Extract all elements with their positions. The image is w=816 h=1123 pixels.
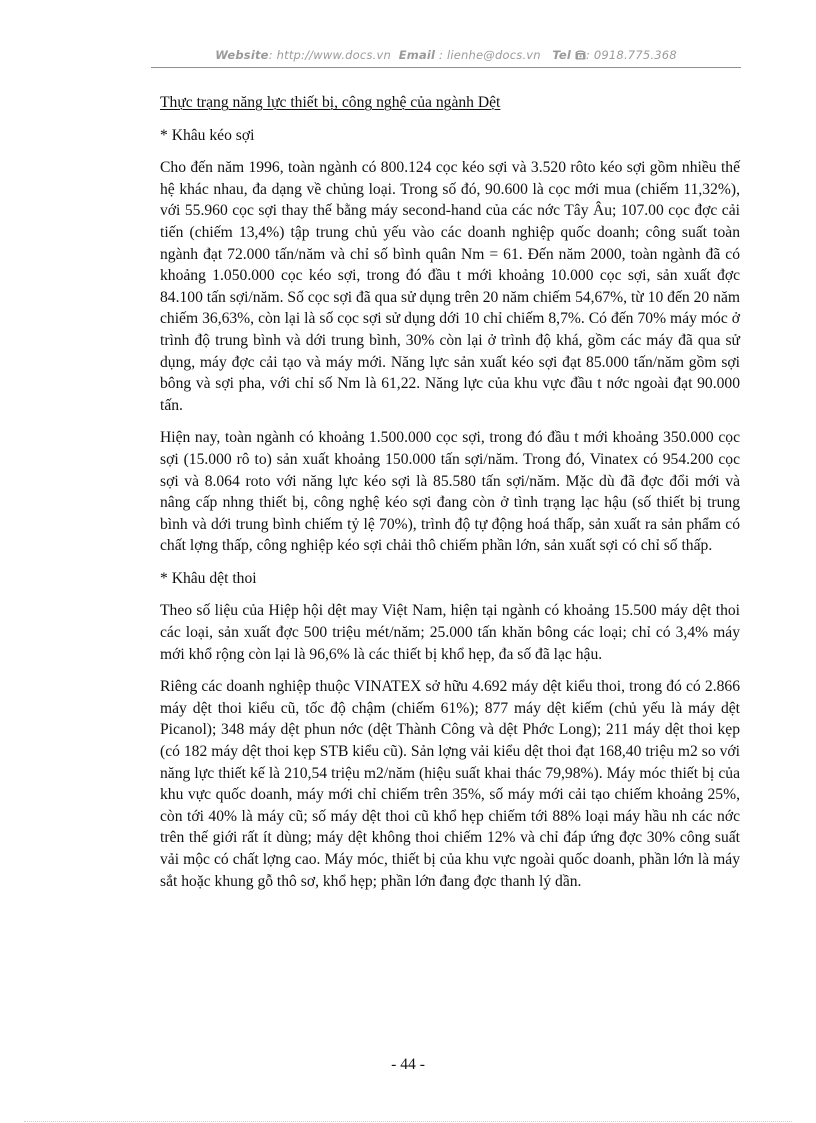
website-label: Website: [215, 48, 269, 62]
page-number: - 44 -: [391, 1056, 425, 1073]
website-value[interactable]: : http://www.docs.vn: [268, 48, 391, 62]
email-value[interactable]: : lienhe@docs.vn: [439, 48, 541, 62]
subheading-spinning: * Khâu kéo sợi: [160, 126, 255, 144]
page-bottom-border: [24, 1121, 792, 1122]
document-body: [160, 92, 740, 903]
subheading-weaving: * Khâu dệt thoi: [160, 569, 257, 587]
phone-icon: [575, 50, 586, 60]
tel-value: : 0918.775.368: [585, 48, 677, 62]
page-header: [151, 48, 741, 62]
paragraph: Riêng các doanh nghiệp thuộc VINATEX sở hữu 4.692 máy dệt kiểu thoi, trong đó có 2.866 máy dệt thoi kiểu cũ, tốc độ chậm (chiếm 61%); 877 máy dệt kiếm (chủ yếu là máy dệt Picanol); 348 máy dệt phun nớc (dệt Thành Công và dệt Phớc Long); 211 máy dệt thoi kẹp (có 182 máy dệt thoi kẹp STB kiểu cũ). Sản lợng vải kiểu dệt thoi đạt 168,40 triệu m2 so với năng lực thiết kế là 210,54 triệu m2/năm (hiệu suất khai thác 79,98%). Máy móc thiết bị của khu vực quốc doanh, máy mới chỉ chiếm trên 35%, số máy mới cải tạo chiếm khoảng 25%, còn tới 40% là máy cũ; số máy dệt thoi cũ khổ hẹp chiếm tới 88% loại máy hầu nh các nớc trên thế giới rất ít dùng; máy dệt không thoi chiếm 12% và chỉ đáp ứng đợc 30% công suất vải mộc có chất lợng cao. Máy móc, thiết bị của khu vực ngoài quốc doanh, phần lớn là máy sắt hoặc khung gỗ thô sơ, khổ hẹp; phần lớn đang đợc thanh lý dần.: [160, 678, 740, 890]
email-label: Email: [398, 48, 436, 62]
section-title: Thực trạng năng lực thiết bị, công nghệ của ngành Dệt: [160, 94, 501, 111]
paragraph: Theo số liệu của Hiệp hội dệt may Việt Nam, hiện tại ngành có khoảng 15.500 máy dệt thoi các loại, sản xuất đợc 500 triệu mét/năm; 25.000 tấn khăn bông các loại; chỉ có 3,4% máy mới khổ rộng còn lại là 96,6% là các thiết bị khổ hẹp, đa số đã lạc hậu.: [160, 602, 740, 663]
paragraph: Cho đến năm 1996, toàn ngành có 800.124 cọc kéo sợi và 3.520 rôto kéo sợi gồm nhiều thế hệ khác nhau, đa dạng về chủng loại. Trong số đó, 90.600 là cọc mới mua (chiếm 11,32%), với 55.960 cọc sợi thay thế bằng máy second-hand của các nớc Tây Âu; 107.00 cọc đợc cải tiến (chiếm 13,4%) tập trung chủ yếu vào các doanh nghiệp quốc doanh; công suất toàn ngành đạt 72.000 tấn/năm và chỉ số bình quân Nm = 61. Đến năm 2000, toàn ngành đã có khoảng 1.050.000 cọc kéo sợi, trong đó đầu t mới khoảng 10.000 cọc sợi, sản xuất đợc 84.100 tấn sợi/năm. Số cọc sợi đã qua sử dụng trên 20 năm chiếm 54,67%, từ 10 đến 20 năm chiếm 36,63%, còn lại là số cọc sợi sử dụng dới 10 chỉ chiếm 8,7%. Có đến 70% máy móc ở trình độ trung bình và dới trung bình, 30% còn lại ở trình độ khá, gồm các máy đã qua sử dụng, máy đợc cải tạo và máy mới. Năng lực sản xuất kéo sợi đạt 85.000 tấn/năm gồm sợi bông và sợi pha, với chỉ số Nm là 61,22. Năng lực của khu vực đầu t nớc ngoài đạt 90.000 tấn.: [160, 159, 740, 414]
header-divider: [151, 67, 741, 68]
paragraph: Hiện nay, toàn ngành có khoảng 1.500.000 cọc sợi, trong đó đầu t mới khoảng 350.000 cọc sợi (15.000 rô to) sản xuất khoảng 150.000 tấn sợi/năm. Trong đó, Vinatex có 954.200 cọc sợi và 8.064 roto với năng lực kéo sợi là 85.580 tấn sợi/năm. Mặc dù đã đợc đổi mới và nâng cấp nhng thiết bị, công nghệ kéo sợi đang còn ở tình trạng lạc hậu (số thiết bị trung bình và dới trung bình chiếm tỷ lệ 70%), trình độ tự động hoá thấp, sản xuất ra sản phẩm có chất lợng thấp, công nghiệp kéo sợi chải thô chiếm phần lớn, sản xuất sợi có chỉ số thấp.: [160, 429, 740, 555]
tel-label: Tel: [552, 48, 572, 62]
